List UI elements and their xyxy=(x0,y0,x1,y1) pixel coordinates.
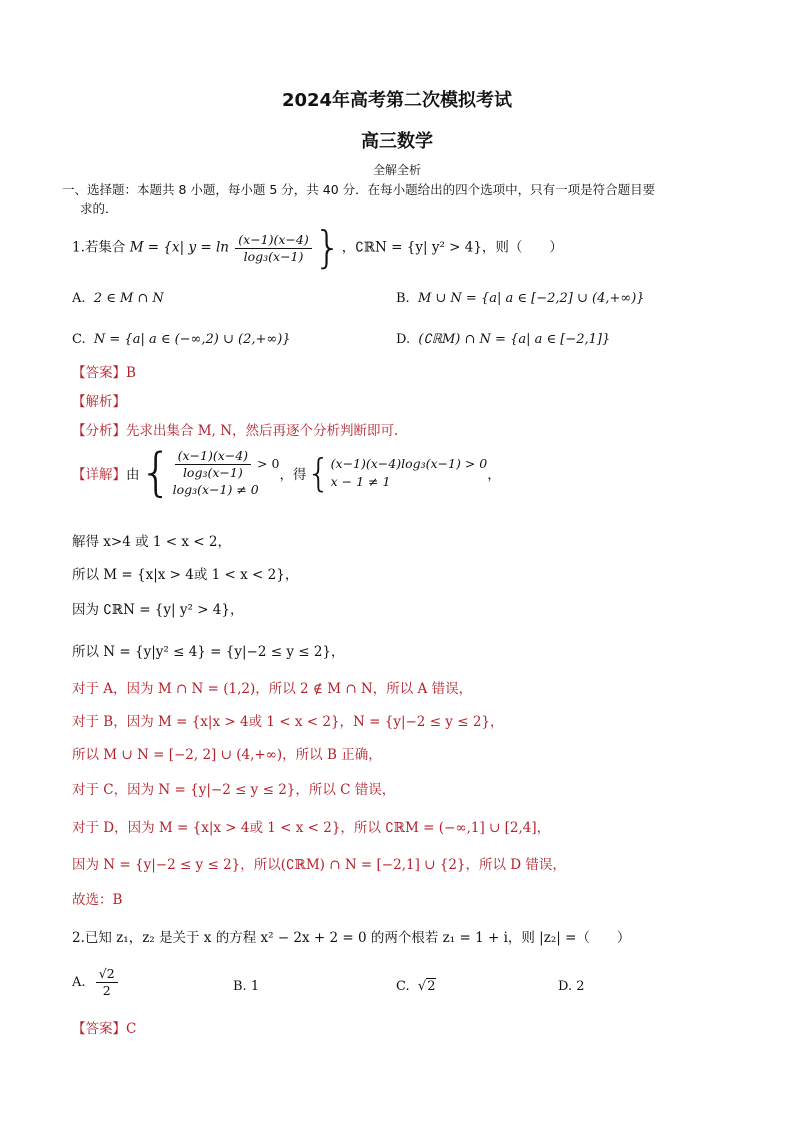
q1-option-d-text: (∁ℝM) ∩ N = {a| a ∈ [−2,1]} xyxy=(418,332,611,347)
q1-option-b-label: B. xyxy=(396,291,410,306)
q1-detail-de: ，得 xyxy=(279,467,307,483)
q2-option-a-num: √2 xyxy=(96,966,118,983)
q1-frac-den: log₃(x−1) xyxy=(243,248,304,264)
q1-set-m: M = {x| y = ln xyxy=(129,239,229,256)
q1-detail-end: ， xyxy=(487,467,501,483)
q1-stem xyxy=(72,222,563,273)
q1-option-b-text: M ∪ N = {a| a ∈ [−2,2] ∪ (4,+∞)} xyxy=(417,291,645,306)
section-heading xyxy=(62,180,734,218)
q2-option-c-label: C. xyxy=(396,979,410,994)
q1-line-8: 对于 C，因为 N = {y|−2 ≤ y ≤ 2}，所以 C 错误， xyxy=(72,782,396,798)
section-heading-line: 一、选择题：本题共 8 小题，每小题 5 分，共 40 分．在每小题给出的四个选项中，只有一项是符合题目要 xyxy=(62,182,656,197)
q1-analysis-tag-text: 【解析】 xyxy=(72,394,126,410)
q1-system1-rel: > 0 xyxy=(257,455,280,471)
q1-option-a-label: A. xyxy=(72,291,86,306)
q1-answer-value: B xyxy=(126,365,136,381)
q2-option-c-sqrt: 2 xyxy=(427,979,436,994)
q1-option-c xyxy=(72,332,291,347)
q1-line-1: 解得 x>4 或 1 < x < 2， xyxy=(72,534,231,550)
q1-system1-frac xyxy=(175,448,251,481)
q1-system1-row1 xyxy=(173,448,280,481)
q1-fenxi xyxy=(72,419,398,439)
q2-answer xyxy=(72,1017,136,1037)
q1-system1-num: (x−1)(x−4) xyxy=(175,448,251,465)
q1-detail xyxy=(72,443,501,503)
q1-set-close: } xyxy=(313,222,342,273)
q1-system2-row1: (x−1)(x−4)log₃(x−1) > 0 xyxy=(330,456,488,471)
q1-system1-den: log₃(x−1) xyxy=(182,464,243,480)
q1-system1-row2: log₃(x−1) ≠ 0 xyxy=(172,481,259,497)
q1-stem-b: ，∁ℝN = {y| y² > 4}，则（ ） xyxy=(341,239,563,256)
q2-option-d: D. 2 xyxy=(558,979,585,994)
q2-option-b: B. 1 xyxy=(233,979,260,994)
section-heading-cont: 求的． xyxy=(80,201,118,216)
q1-line-6: 对于 B，因为 M = {x|x > 4或 1 < x < 2}，N = {y|−2 ≤ y ≤ 2}， xyxy=(72,714,504,730)
q1-option-c-text: N = {a| a ∈ (−∞,2) ∪ (2,+∞)} xyxy=(93,332,291,347)
q1-line-2: 所以 M = {x|x > 4或 1 < x < 2}， xyxy=(72,567,299,583)
q1-detail-you: 由 xyxy=(126,467,140,483)
q1-fenxi-tag: 【分析】 xyxy=(72,423,126,439)
q2-option-a xyxy=(72,966,120,999)
q1-analysis-tag xyxy=(72,390,126,410)
q1-option-a-text: 2 ∈ M ∩ N xyxy=(93,291,164,306)
q1-line-4: 所以 N = {y|y² ≤ 4} = {y|−2 ≤ y ≤ 2}， xyxy=(72,644,345,660)
q1-option-b xyxy=(396,291,645,306)
q1-frac-num: (x−1)(x−4) xyxy=(235,232,311,249)
q1-line-9: 对于 D，因为 M = {x|x > 4或 1 < x < 2}，所以 ∁ℝM = (−∞,1] ∪ [2,4]， xyxy=(72,820,551,836)
doc-title: 2024年高考第二次模拟考试 xyxy=(281,90,513,111)
q1-number: 1. xyxy=(72,239,85,256)
q1-line-10: 因为 N = {y|−2 ≤ y ≤ 2}，所以(∁ℝM) ∩ N = [−2,1] ∪ {2}，所以 D 错误， xyxy=(72,857,566,873)
q1-answer-tag: 【答案】 xyxy=(72,365,126,381)
q1-system1 xyxy=(173,448,280,499)
q1-line-7: 所以 M ∪ N = [−2, 2] ∪ (4,+∞)，所以 B 正确， xyxy=(72,747,382,763)
doc-subtitle: 高三数学 xyxy=(361,131,433,152)
q1-system1-brace: { xyxy=(139,443,173,503)
q2-option-c-radical: √ xyxy=(417,979,427,994)
q1-fenxi-text: 先求出集合 M, N，然后再逐个分析判断即可. xyxy=(126,423,399,439)
q1-option-c-label: C. xyxy=(72,332,86,347)
q1-line-11: 故选：B xyxy=(72,892,123,908)
doc-subtitle-2: 全解全析 xyxy=(372,163,421,177)
q1-stem-a: 若集合 xyxy=(84,239,130,256)
q1-line-3: 因为 ∁ℝN = {y| y² > 4}， xyxy=(72,602,244,618)
q1-system2-brace: { xyxy=(306,451,331,495)
q1-fraction xyxy=(235,232,311,265)
q2-option-a-frac xyxy=(96,966,118,999)
q2-option-a-den: 2 xyxy=(102,983,111,998)
q2-option-c xyxy=(396,979,436,994)
q2-answer-value: C xyxy=(126,1021,137,1037)
q1-line-5: 对于 A，因为 M ∩ N = (1,2)，所以 2 ∉ M ∩ N，所以 A 错误， xyxy=(72,681,473,697)
q2-answer-tag: 【答案】 xyxy=(72,1021,126,1037)
q2-stem: 2.已知 z₁，z₂ 是关于 x 的方程 x² − 2x + 2 = 0 的两个根若 z₁ = 1 + i，则 |z₂| =（ ） xyxy=(72,930,631,946)
q1-system2 xyxy=(331,455,488,491)
q1-option-a xyxy=(72,291,164,306)
q1-system2-row2: x − 1 ≠ 1 xyxy=(330,474,391,489)
q1-answer xyxy=(72,361,136,381)
q1-option-d-label: D. xyxy=(396,332,411,347)
q1-detail-tag: 【详解】 xyxy=(72,467,126,483)
q2-option-a-label: A. xyxy=(72,975,86,990)
q1-option-d xyxy=(396,332,610,347)
